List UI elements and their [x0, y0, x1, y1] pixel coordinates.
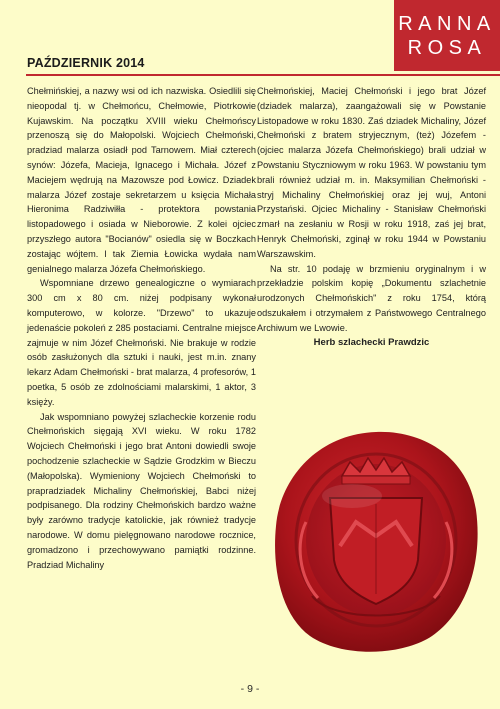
left-paragraph-2: Wspomniane drzewo genealogiczne o wymiarach 300 cm x 80 cm. niżej podpisany wykonał komputerowo, w kolorze. "Drzewo" to ukazuje jedenaście pokoleń z 285 postaciami. Centralne miejsce zajmuje w nim Józef Chełmoński. Nie brakuje w rodzie osób zasłużonych dla sztuki i nauki, jest m.in. znany lekarz Adam Chełmoński - brat malarza, 4 profesorów, 1 poetka, 5 osób ze zdolnościami malarskimi, 1 aktor, 3 księży.: [27, 278, 256, 407]
logo-line-1: RANNA: [398, 13, 496, 35]
page-number: - 9 -: [240, 683, 260, 695]
right-paragraph-2: Na str. 10 podaję w brzmieniu oryginalnym i w przekładzie polskim kopię „Dokumentu szlachetnie urodzonych Chełmońskich" z roku 1754, którą odszukałem i otrzymałem z Państwowego Centralnego Archiwum we Lwowie.: [257, 263, 486, 333]
right-column: [257, 84, 486, 350]
seal-image: [272, 426, 480, 658]
right-paragraph-1: Chełmońskiej, Maciej Chełmoński i jego brat Józef (dziadek malarza), zaangażowali się w Powstanie Listopadowe w roku 1830. Zaś dziadek Michaliny, Józef Chełmoński z bratem stryjecznym, (też) Józefem - (ojciec malarza Józefa Chełmońskiego) brali udział w Powstaniu Styczniowym w roku 1963. W powstaniu tym brali również udział m. in. Maksymilian Chełmoński - stryj Michaliny Chełmońskiej oraz jej wuj, Antoni Przystański. Ojciec Michaliny - Stanisław Chełmoński zmarł na zesłaniu w Rosji w roku 1918, zaś jej brat, Henryk Chełmoński, zginął w roku 1944 w Powstaniu Warszawskim.: [257, 86, 486, 259]
left-paragraph-3: Jak wspomniano powyżej szlacheckie korzenie rodu Chełmońskich sięgają XVI wieku. W roku 1782 Wojciech Chełmoński i jego brat Antoni dowiedli swoje pochodzenie szlacheckie w Sądzie Grodzkim w Bieczu (Małopolska). Wymieniony Wojciech Chełmoński to prapradziadek Michaliny Chełmońskiej, Babci niżej podpisanego. Dla rodziny Chełmońskich bardzo ważne były zarówno tradycje katolickie, jak również tradycje narodowe. W domu pielęgnowano narodowe rocznice, gromadzono i przechowywano pamiątki rodzinne. Pradziad Michaliny: [27, 411, 256, 570]
seal-caption: Herb szlachecki Prawdzic: [313, 336, 430, 348]
left-paragraph-1: Chełmińskiej, a nazwy wsi od ich nazwiska. Osiedlili się nieopodal tj. w Chełmońcu, Chełmowie, Piotrkowie Kujawskim. Na początku XVIII wieku Chełmońscy przenoszą się do Małopolski. Wojciech Chełmoński, pradziad malarza osiadł pod Tarnowem. Miał czterech synów: Józefa, Macieja, Ignacego i Michała. Józef z Maciejem wędrują na Mazowsze pod Łowicz. Dziadek malarza Józef zostaje sekretarzem u księcia Michała Hieronima Radziwiłła - protektora powstania listopadowego i osiada w Nieborowie. Z kolei ojciec przyszłego autora "Bocianów" osiedla się w Boczkach zostając wójtem. I tak Ziemia Łowicka wydała nam genialnego malarza Józefa Chełmońskiego.: [27, 86, 256, 274]
issue-date: PAŹDZIERNIK 2014: [27, 56, 145, 70]
header-divider: [26, 74, 500, 76]
logo-line-2: ROSA: [407, 37, 487, 59]
wax-seal-icon: [272, 426, 480, 658]
magazine-logo: [394, 0, 500, 71]
left-column: [27, 84, 256, 572]
